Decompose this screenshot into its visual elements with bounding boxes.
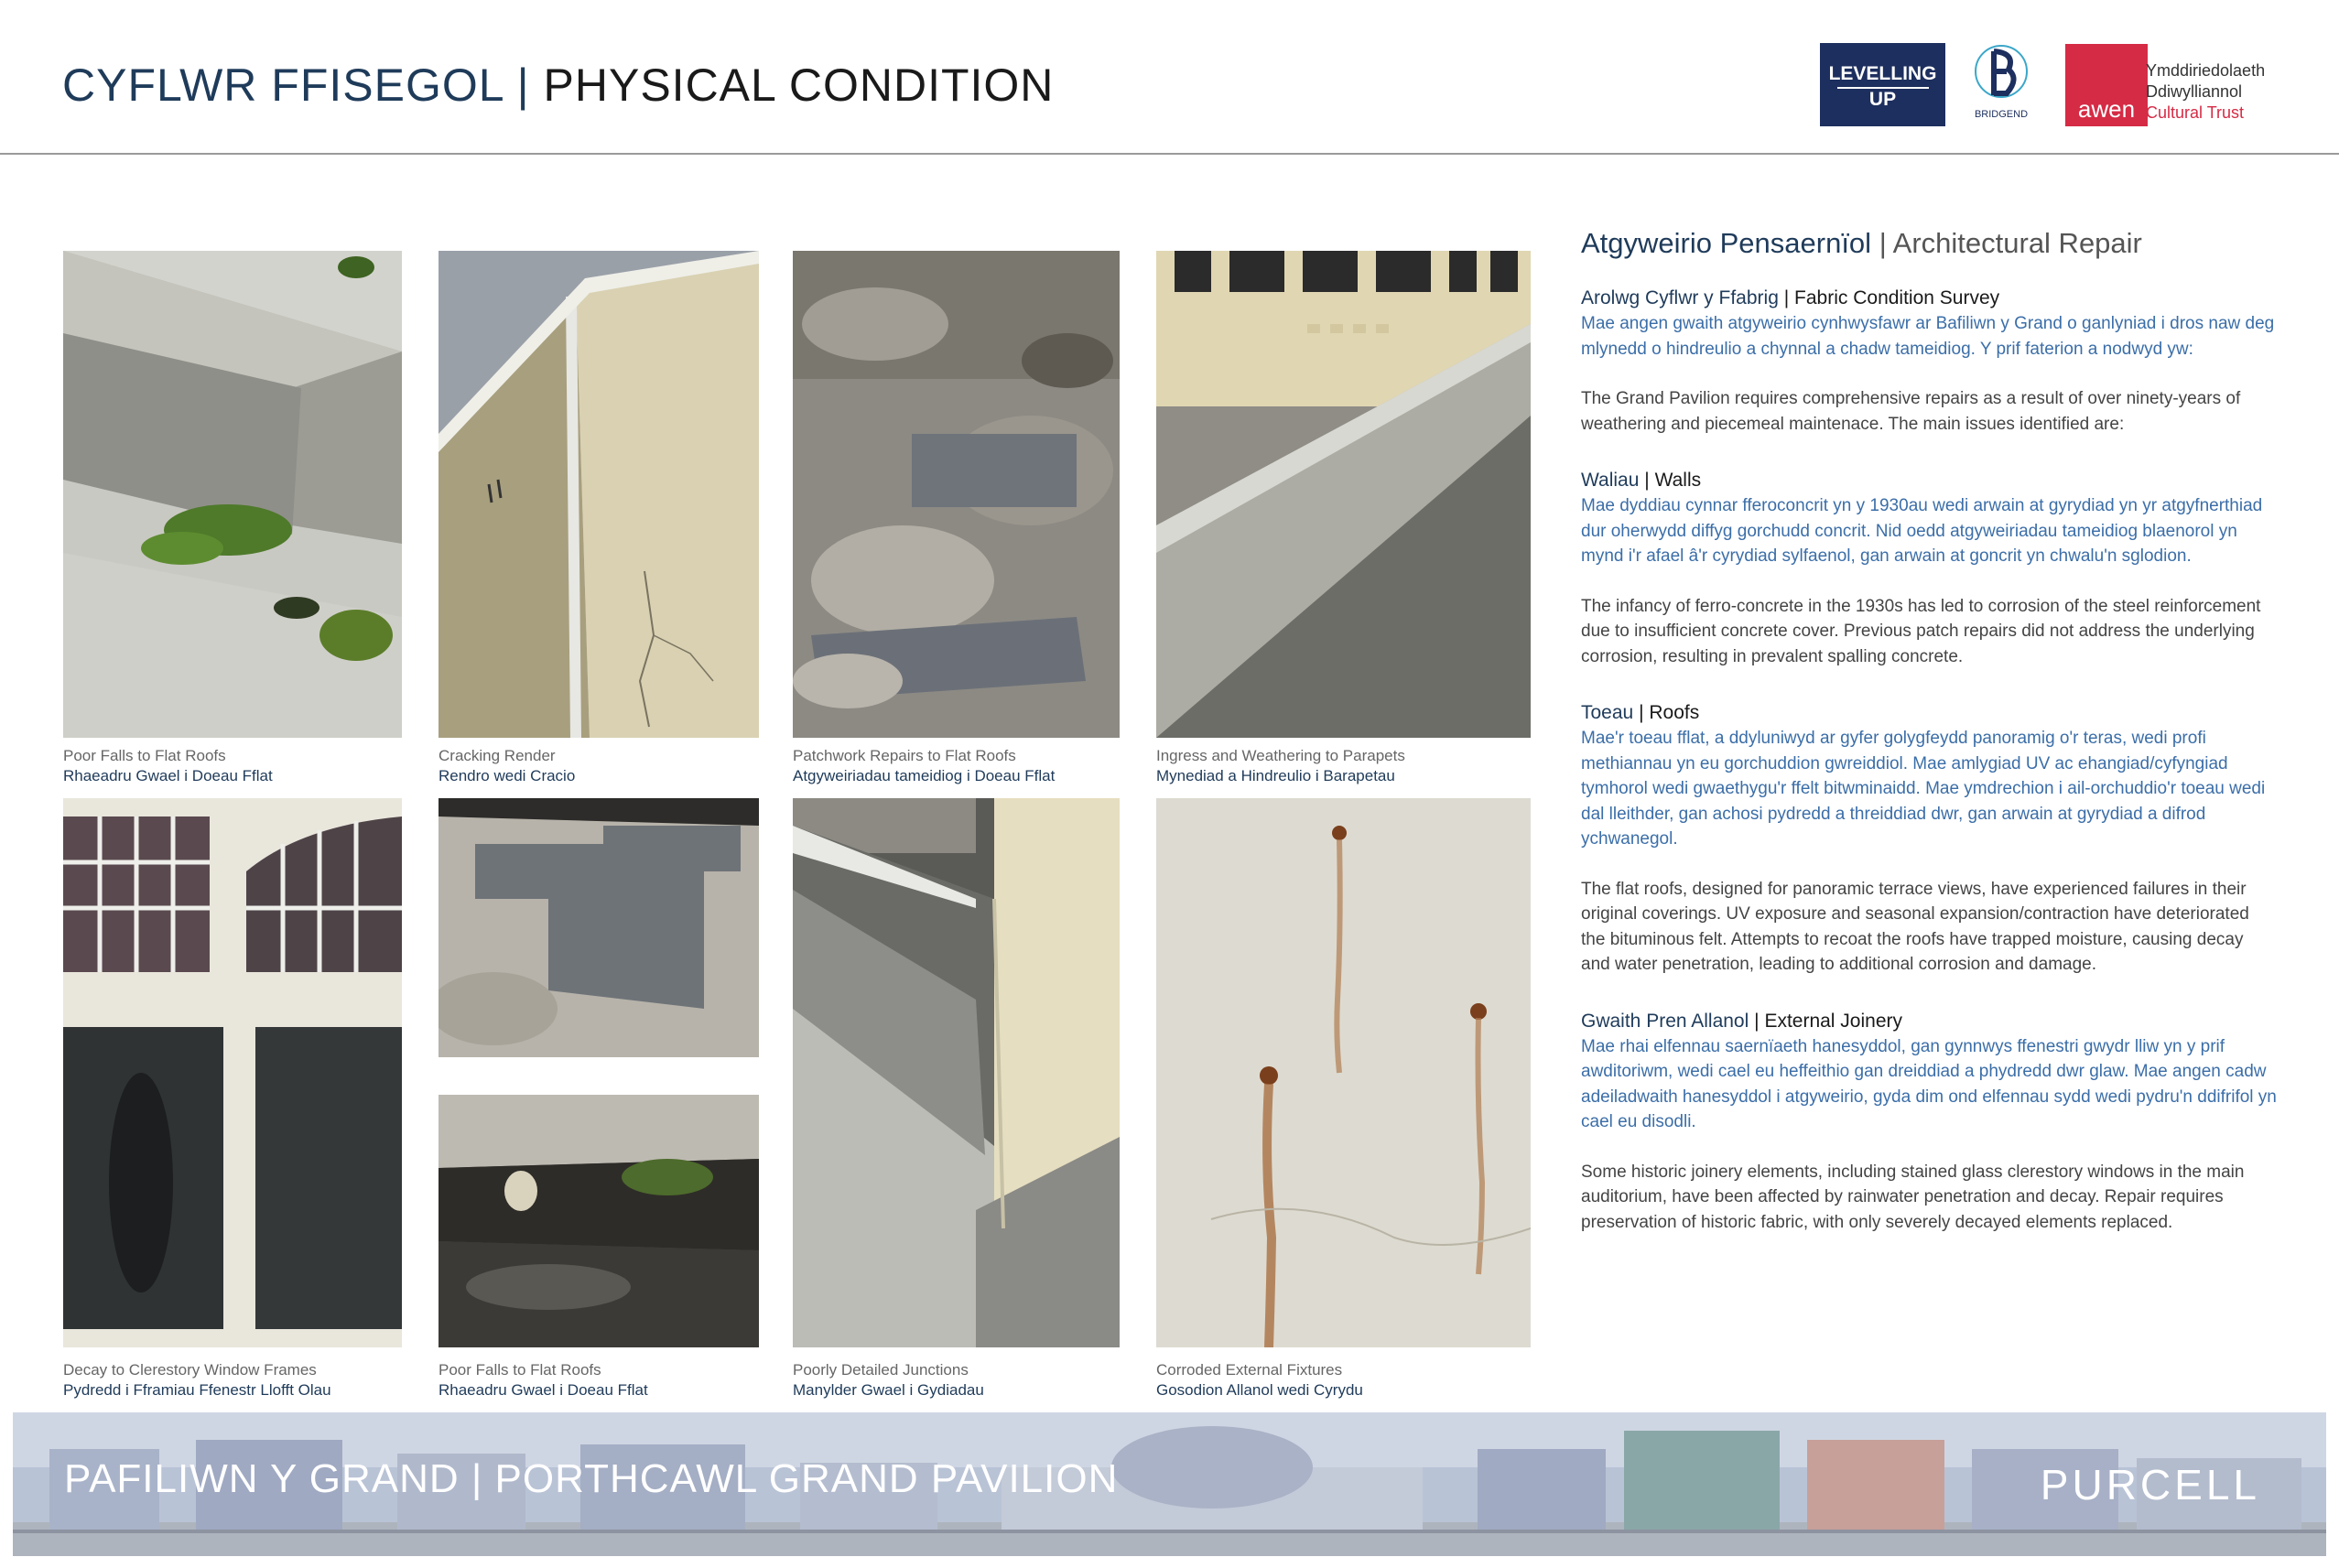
joinery-heading-cy: Gwaith Pren Allanol	[1581, 1010, 1749, 1032]
caption-cy: Pydredd i Fframiau Ffenestr Llofft Olau	[63, 1381, 331, 1399]
walls-heading	[1581, 468, 2277, 493]
survey-heading-cy: Arolwg Cyflwr y Ffabrig	[1581, 287, 1779, 308]
trust-line-1: Ymddiriedolaeth	[2146, 61, 2266, 80]
survey-heading-en: Fabric Condition Survey	[1794, 287, 2000, 308]
caption-photo-1	[63, 746, 273, 786]
bridgend-emblem-icon	[1970, 37, 2032, 128]
levelling-up-logo	[1820, 43, 1945, 126]
roofs-heading-en: Roofs	[1649, 702, 1700, 723]
caption-cy: Rendro wedi Cracio	[439, 767, 576, 784]
photo-parapet-weathering	[1156, 251, 1531, 738]
caption-cy: Rhaeadru Gwael i Doeau Fflat	[439, 1381, 648, 1399]
survey-heading-separator: |	[1783, 287, 1790, 308]
photo-poor-falls-roof-1	[63, 251, 402, 738]
walls-heading-cy: Waliau	[1581, 470, 1640, 491]
cultural-trust-text	[2146, 60, 2265, 124]
bridgend-label: BRIDGEND	[1974, 109, 2029, 120]
awen-logo	[2065, 44, 2148, 126]
caption-en: Poorly Detailed Junctions	[793, 1361, 969, 1379]
joinery-text-cy: Mae rhai elfennau saernïaeth hanesyddol, gan gynnwys ffenestri gwydr lliw yn y prif awditoriwm, wedi cael eu heffeithio gan dreiddiad a phydredd dwr glaw. Mae angen cadw adeiladwaith hanesyddol i atgyweirio, gyda dim ond elfennau sydd wedi pydru'n ddifrifol yn cael eu disodli.	[1581, 1036, 2277, 1131]
awen-label: awen	[2077, 95, 2136, 123]
caption-en: Cracking Render	[439, 747, 556, 764]
caption-en: Poor Falls to Flat Roofs	[439, 1361, 601, 1379]
caption-photo-5	[63, 1360, 331, 1400]
joinery-heading-en: External Joinery	[1764, 1010, 1903, 1032]
levelling-up-line2: UP	[1868, 89, 1897, 110]
trust-line-2: Ddiwylliannol	[2146, 82, 2243, 101]
panel-heading-en: Architectural Repair	[1892, 227, 2142, 259]
joinery-heading-separator: |	[1754, 1010, 1760, 1032]
caption-en: Patchwork Repairs to Flat Roofs	[793, 747, 1016, 764]
caption-photo-7	[793, 1360, 984, 1400]
spacer	[1581, 437, 2277, 468]
walls-text-en: The infancy of ferro-concrete in the 1930s has led to corrosion of the steel reinforcement due to insufficient concrete cover. Previous patch repairs did not address the underlying corrosion, resulting in prevalent spalling concrete.	[1581, 596, 2261, 666]
photo-poor-junctions	[793, 798, 1120, 1347]
caption-photo-4	[1156, 746, 1405, 786]
page-title	[62, 59, 1054, 112]
joinery-text-en: Some historic joinery elements, including stained glass clerestory windows in the main auditorium, have been affected by rainwater penetration and decay. Repair requires preservation of historic fabric, with only severely decayed elements replaced.	[1581, 1162, 2245, 1232]
roofs-heading-separator: |	[1639, 702, 1644, 723]
roofs-text-cy: Mae'r toeau fflat, a ddyluniwyd ar gyfer golygfeydd panoramig o'r teras, wedi profi methiannau yn eu gorchuddion gwreiddiol. Mae amlygiad UV ac ehangiad/cyfyngiad tymhorol wedi gwaethygu'r ffelt bitwminaidd. Mae ymdrechion i ail-orchuddio'r toeau wedi dal lleithder, gan achosi pydredd a threiddiad dwr, gan arwain at gyrydiad a difrod ychwanegol.	[1581, 729, 2266, 849]
panel-heading	[1581, 227, 2277, 260]
walls-text-cy: Mae dyddiau cynnar fferoconcrit yn y 1930au wedi arwain at gyrydiad yn yr atgyfnerthiad dur oherwydd diffyg gorchudd concrit. Nid oedd atgyweiriadau tameidiog blaenorol yn mynd i'r afael â'r cyrydiad sylfaenol, gan arwain at goncrit yn chwalu'n sglodion.	[1581, 496, 2263, 566]
photo-cracking-render	[439, 251, 759, 738]
panel-heading-cy: Atgyweirio Pensaernïol	[1581, 227, 1872, 259]
caption-photo-3	[793, 746, 1055, 786]
purcell-logo: PURCELL	[2040, 1461, 2260, 1509]
photo-roof-patches	[439, 798, 759, 1057]
trust-line-3: Cultural Trust	[2146, 103, 2245, 122]
caption-en: Decay to Clerestory Window Frames	[63, 1361, 317, 1379]
roofs-heading	[1581, 700, 2277, 726]
photo-clerestory-window	[63, 798, 402, 1347]
caption-photo-2	[439, 746, 575, 786]
survey-text-cy: Mae angen gwaith atgyweirio cynhwysfawr ar Bafiliwn y Grand o ganlyniad i dros naw deg mlynedd o hindreulio a chynnal a chadw tameidiog. Y prif faterion a nodwyd yw:	[1581, 314, 2275, 359]
footer-banner	[13, 1412, 2326, 1556]
caption-cy: Gosodion Allanol wedi Cyrydu	[1156, 1381, 1363, 1399]
panel-heading-separator: |	[1879, 227, 1887, 259]
page-title-english: PHYSICAL CONDITION	[543, 59, 1055, 111]
walls-heading-en: Walls	[1654, 470, 1702, 491]
caption-en: Poor Falls to Flat Roofs	[63, 747, 226, 764]
photo-corroded-fixtures	[1156, 798, 1531, 1347]
caption-en: Corroded External Fixtures	[1156, 1361, 1343, 1379]
joinery-heading	[1581, 1009, 2277, 1034]
spacer	[1581, 669, 2277, 700]
footer-title: PAFILIWN Y GRAND | PORTHCAWL GRAND PAVILION	[64, 1456, 1119, 1501]
caption-photo-6	[439, 1360, 648, 1400]
spacer	[1581, 978, 2277, 1009]
caption-photo-8	[1156, 1360, 1363, 1400]
photo-poor-falls-roof-2	[439, 1095, 759, 1347]
architectural-repair-panel	[1581, 227, 2277, 1235]
caption-cy: Atgyweiriadau tameidiog i Doeau Fflat	[793, 767, 1056, 784]
walls-heading-separator: |	[1644, 470, 1650, 491]
caption-cy: Mynediad a Hindreulio i Barapetau	[1156, 767, 1395, 784]
caption-en: Ingress and Weathering to Parapets	[1156, 747, 1405, 764]
header-divider	[0, 153, 2339, 155]
bridgend-logo	[1970, 37, 2032, 128]
photo-patchwork-repairs	[793, 251, 1120, 738]
roofs-heading-cy: Toeau	[1581, 702, 1634, 723]
survey-heading	[1581, 286, 2277, 311]
levelling-up-line1: LEVELLING	[1828, 63, 1937, 84]
caption-cy: Manylder Gwael i Gydiadau	[793, 1381, 984, 1399]
roofs-text-en: The flat roofs, designed for panoramic terrace views, have experienced failures in their original coverings. UV exposure and seasonal expansion/contraction have deteriorated the bituminous felt. Attempts to recoat the roofs have trapped moisture, causing decay and water penetration, leading to additional corrosion and damage.	[1581, 879, 2249, 974]
page-title-welsh: CYFLWR FFISEGOL	[62, 59, 504, 111]
survey-text-en: The Grand Pavilion requires comprehensive repairs as a result of over ninety-years of weathering and piecemeal maintenace. The main issues identified are:	[1581, 389, 2241, 434]
title-separator: |	[516, 59, 530, 111]
caption-cy: Rhaeadru Gwael i Doeau Fflat	[63, 767, 273, 784]
